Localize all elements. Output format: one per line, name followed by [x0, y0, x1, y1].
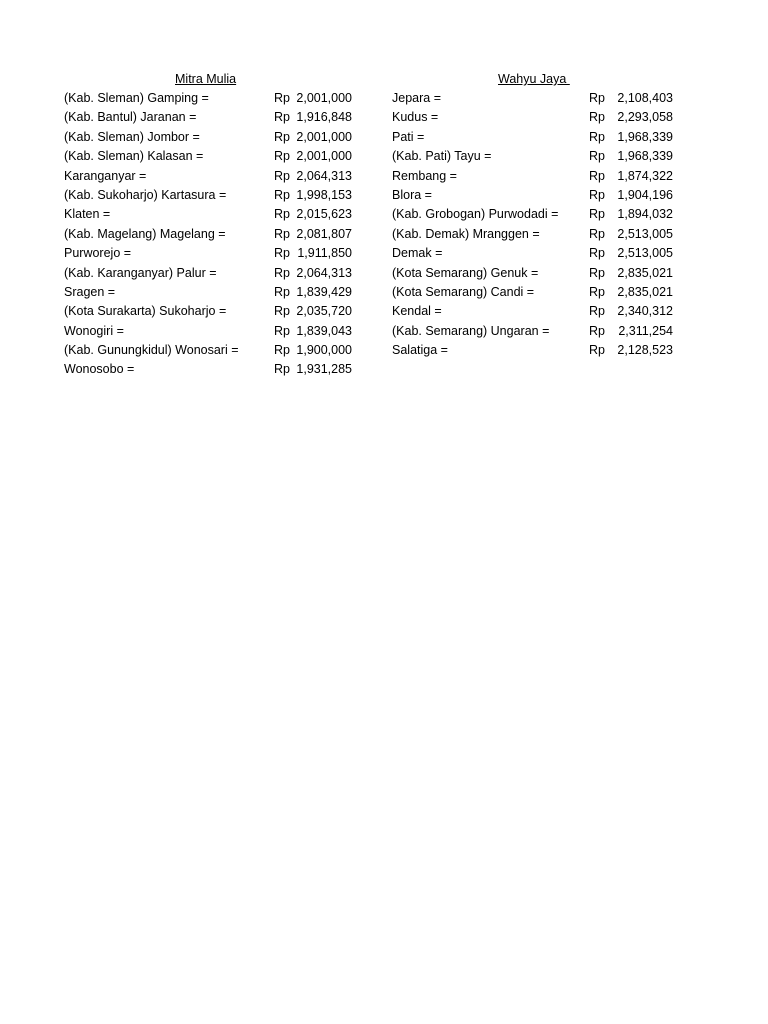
currency-label: Rp [589, 265, 605, 280]
list-item [392, 205, 692, 224]
currency-label: Rp [274, 91, 290, 105]
amount-value: 2,513,005 [617, 246, 673, 261]
currency-label: Rp [274, 343, 290, 358]
currency-label: Rp [274, 187, 290, 202]
location-label: Klaten = [64, 207, 111, 222]
amount-value: 1,931,285 [296, 362, 352, 377]
amount-value: 1,968,339 [617, 129, 673, 144]
amount-value: 2,835,021 [617, 284, 673, 299]
currency-label: Rp [589, 323, 605, 338]
list-item [392, 341, 692, 360]
amount-value: 2,311,254 [618, 323, 673, 338]
location-label: Demak = [392, 246, 443, 261]
mitra-mulia-list [64, 89, 364, 380]
location-label: (Kab. Sukoharjo) Kartasura = [64, 187, 227, 202]
currency-label: Rp [589, 304, 605, 319]
amount-value: 1,900,000 [296, 343, 352, 358]
currency-label: Rp [274, 168, 290, 183]
currency-label: Rp [274, 362, 290, 377]
amount-value: 1,968,339 [617, 149, 673, 164]
currency-label: Rp [274, 110, 290, 125]
amount-value: 1,916,848 [296, 110, 352, 125]
list-item [392, 322, 692, 341]
list-item [392, 89, 692, 108]
list-item [392, 264, 692, 283]
list-item [64, 128, 364, 147]
currency-label: Rp [274, 149, 290, 164]
currency-label: Rp [589, 226, 605, 241]
amount-value: 1,904,196 [617, 187, 673, 202]
currency-label: Rp [589, 207, 605, 222]
location-label: (Kab. Pati) Tayu = [392, 149, 492, 164]
amount-value: 2,128,523 [617, 343, 673, 358]
amount-value: 2,081,807 [296, 226, 352, 241]
currency-label: Rp [589, 110, 605, 125]
list-item [64, 89, 364, 108]
location-label: Jepara = [392, 91, 441, 105]
wahyu-jaya-list [392, 89, 692, 360]
currency-label: Rp [274, 323, 290, 338]
location-label: Kudus = [392, 110, 439, 125]
location-label: Kendal = [392, 304, 442, 319]
amount-value: 2,340,312 [617, 304, 673, 319]
currency-label: Rp [589, 91, 605, 105]
currency-label: Rp [274, 265, 290, 280]
location-label: (Kab. Karanganyar) Palur = [64, 265, 217, 280]
location-label: Wonogiri = [64, 323, 124, 338]
amount-value: 1,839,043 [296, 323, 352, 338]
location-label: Purworejo = [64, 246, 132, 261]
currency-label: Rp [589, 284, 605, 299]
location-label: (Kota Surakarta) Sukoharjo = [64, 304, 227, 319]
wahyu-jaya-section [392, 70, 692, 360]
location-label: (Kota Semarang) Candi = [392, 284, 535, 299]
currency-label: Rp [589, 343, 605, 358]
mitra-mulia-title: Mitra Mulia [175, 72, 237, 86]
list-item [64, 186, 364, 205]
list-item [64, 302, 364, 321]
amount-value: 2,108,403 [617, 91, 673, 105]
amount-value: 1,911,850 [297, 246, 352, 261]
location-label: (Kab. Demak) Mranggen = [392, 226, 540, 241]
amount-value: 2,035,720 [296, 304, 352, 319]
currency-label: Rp [274, 207, 290, 222]
currency-label: Rp [589, 168, 605, 183]
location-label: (Kab. Semarang) Ungaran = [392, 323, 550, 338]
amount-value: 2,001,000 [296, 91, 352, 105]
list-item [64, 108, 364, 127]
list-item [392, 225, 692, 244]
list-item [392, 167, 692, 186]
list-item [64, 322, 364, 341]
location-label: Wonosobo = [64, 362, 135, 377]
list-item [64, 341, 364, 360]
amount-value: 1,998,153 [296, 187, 352, 202]
location-label: Salatiga = [392, 343, 448, 358]
currency-label: Rp [589, 187, 605, 202]
list-item [64, 167, 364, 186]
list-item [64, 225, 364, 244]
location-label: (Kota Semarang) Genuk = [392, 265, 539, 280]
location-label: (Kab. Grobogan) Purwodadi = [392, 207, 559, 222]
amount-value: 2,835,021 [617, 265, 673, 280]
location-label: Karanganyar = [64, 168, 147, 183]
location-label: (Kab. Sleman) Kalasan = [64, 149, 204, 164]
amount-value: 2,001,000 [296, 129, 352, 144]
location-label: (Kab. Magelang) Magelang = [64, 226, 226, 241]
location-label: Rembang = [392, 168, 457, 183]
list-item [392, 283, 692, 302]
wahyu-jaya-title: Wahyu Jaya [498, 72, 570, 86]
list-item [392, 108, 692, 127]
location-label: (Kab. Bantul) Jaranan = [64, 110, 197, 125]
list-item [392, 244, 692, 263]
list-item [64, 205, 364, 224]
amount-value: 2,064,313 [296, 168, 352, 183]
location-label: Sragen = [64, 284, 116, 299]
location-label: (Kab. Sleman) Gamping = [64, 91, 209, 105]
amount-value: 2,293,058 [617, 110, 673, 125]
amount-value: 2,001,000 [296, 149, 352, 164]
amount-value: 2,064,313 [296, 265, 352, 280]
currency-label: Rp [589, 129, 605, 144]
list-item [64, 244, 364, 263]
list-item [392, 147, 692, 166]
list-item [64, 264, 364, 283]
mitra-mulia-section [64, 70, 364, 380]
location-label: Pati = [392, 129, 425, 144]
amount-value: 2,015,623 [296, 207, 352, 222]
currency-label: Rp [274, 226, 290, 241]
amount-value: 2,513,005 [617, 226, 673, 241]
currency-label: Rp [589, 149, 605, 164]
location-label: Blora = [392, 187, 432, 202]
location-label: (Kab. Gunungkidul) Wonosari = [64, 343, 239, 358]
amount-value: 1,839,429 [296, 284, 352, 299]
location-label: (Kab. Sleman) Jombor = [64, 129, 200, 144]
list-item [64, 283, 364, 302]
currency-label: Rp [274, 284, 290, 299]
list-item [392, 302, 692, 321]
currency-label: Rp [274, 304, 290, 319]
amount-value: 1,894,032 [617, 207, 673, 222]
currency-label: Rp [274, 129, 290, 144]
list-item [64, 147, 364, 166]
list-item [392, 128, 692, 147]
list-item [64, 360, 364, 379]
currency-label: Rp [274, 246, 290, 261]
list-item [392, 186, 692, 205]
currency-label: Rp [589, 246, 605, 261]
amount-value: 1,874,322 [617, 168, 673, 183]
